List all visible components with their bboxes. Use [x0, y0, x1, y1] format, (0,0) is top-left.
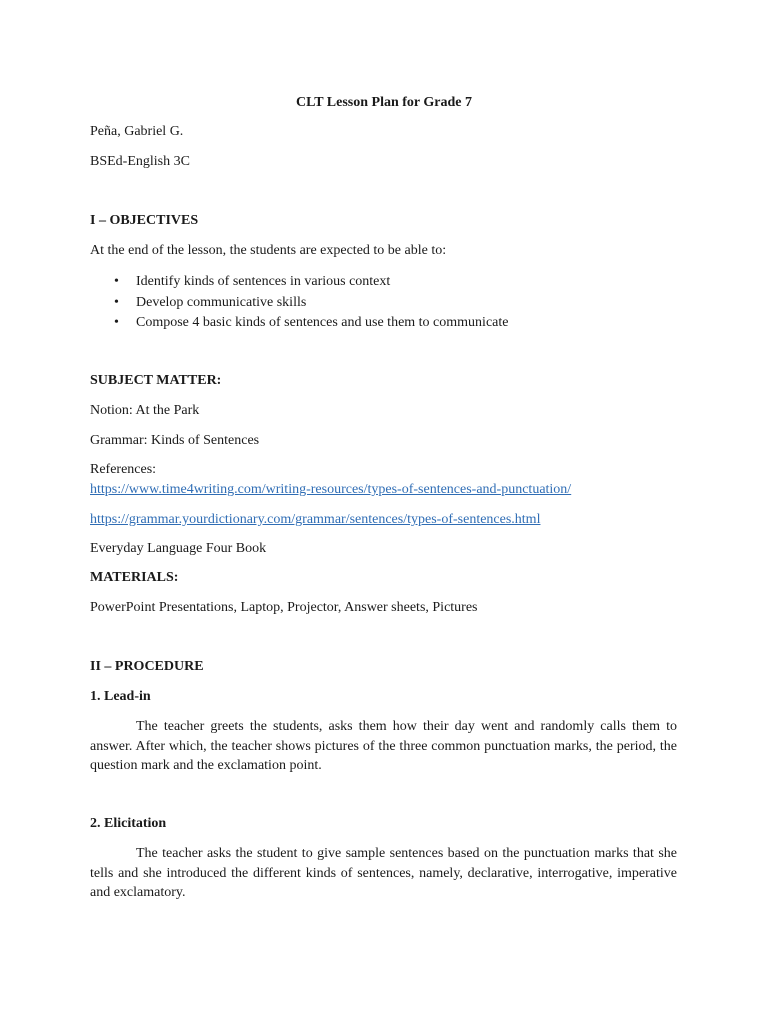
materials-text: PowerPoint Presentations, Laptop, Projector, Answer sheets, Pictures [90, 600, 478, 615]
bullet-icon: • [114, 294, 119, 310]
materials-heading: MATERIALS: [90, 570, 179, 585]
references-label: References: [90, 462, 157, 477]
bullet-icon: • [114, 274, 119, 289]
author-name: Peña, Gabriel G. [90, 124, 184, 139]
list-item [90, 272, 508, 293]
objective-text: Develop communicative skills [136, 294, 307, 310]
step-elicitation-heading: 2. Elicitation [90, 816, 167, 831]
objectives-list [90, 272, 508, 334]
notion-text: Notion: At the Park [90, 403, 200, 418]
objective-text: Identify kinds of sentences in various context [136, 274, 391, 289]
subject-matter-heading: SUBJECT MATTER: [90, 373, 222, 388]
bullet-icon: • [114, 315, 119, 330]
step-lead-in-text: The teacher greets the students, asks them how their day went and randomly calls them to answer. After which, the teacher shows pictures of the three common punctuation marks, the period, the question mark and the exclamation point. [90, 719, 677, 773]
grammar-text: Grammar: Kinds of Sentences [90, 433, 260, 448]
document-title: CLT Lesson Plan for Grade 7 [296, 95, 472, 110]
book-reference: Everyday Language Four Book [90, 541, 267, 556]
procedure-heading: II – PROCEDURE [90, 659, 204, 674]
objective-text: Compose 4 basic kinds of sentences and use them to communicate [136, 315, 509, 330]
list-item [90, 313, 508, 334]
step-elicitation-text: The teacher asks the student to give sample sentences based on the punctuation marks that she tells and she introduced the different kinds of sentences, namely, declarative, interrogative, imperative and exclamatory. [90, 846, 677, 900]
objectives-heading: I – OBJECTIVES [90, 213, 199, 228]
reference-link-yourdictionary[interactable]: https://grammar.yourdictionary.com/grammar/sentences/types-of-sentences.html [90, 512, 541, 527]
list-item [90, 293, 508, 314]
objectives-intro: At the end of the lesson, the students are expected to be able to: [90, 243, 447, 258]
step-lead-in-heading: 1. Lead-in [90, 689, 151, 704]
reference-link-time4writing[interactable]: https://www.time4writing.com/writing-resources/types-of-sentences-and-punctuation/ [90, 482, 572, 497]
course-section: BSEd-English 3C [90, 154, 190, 169]
